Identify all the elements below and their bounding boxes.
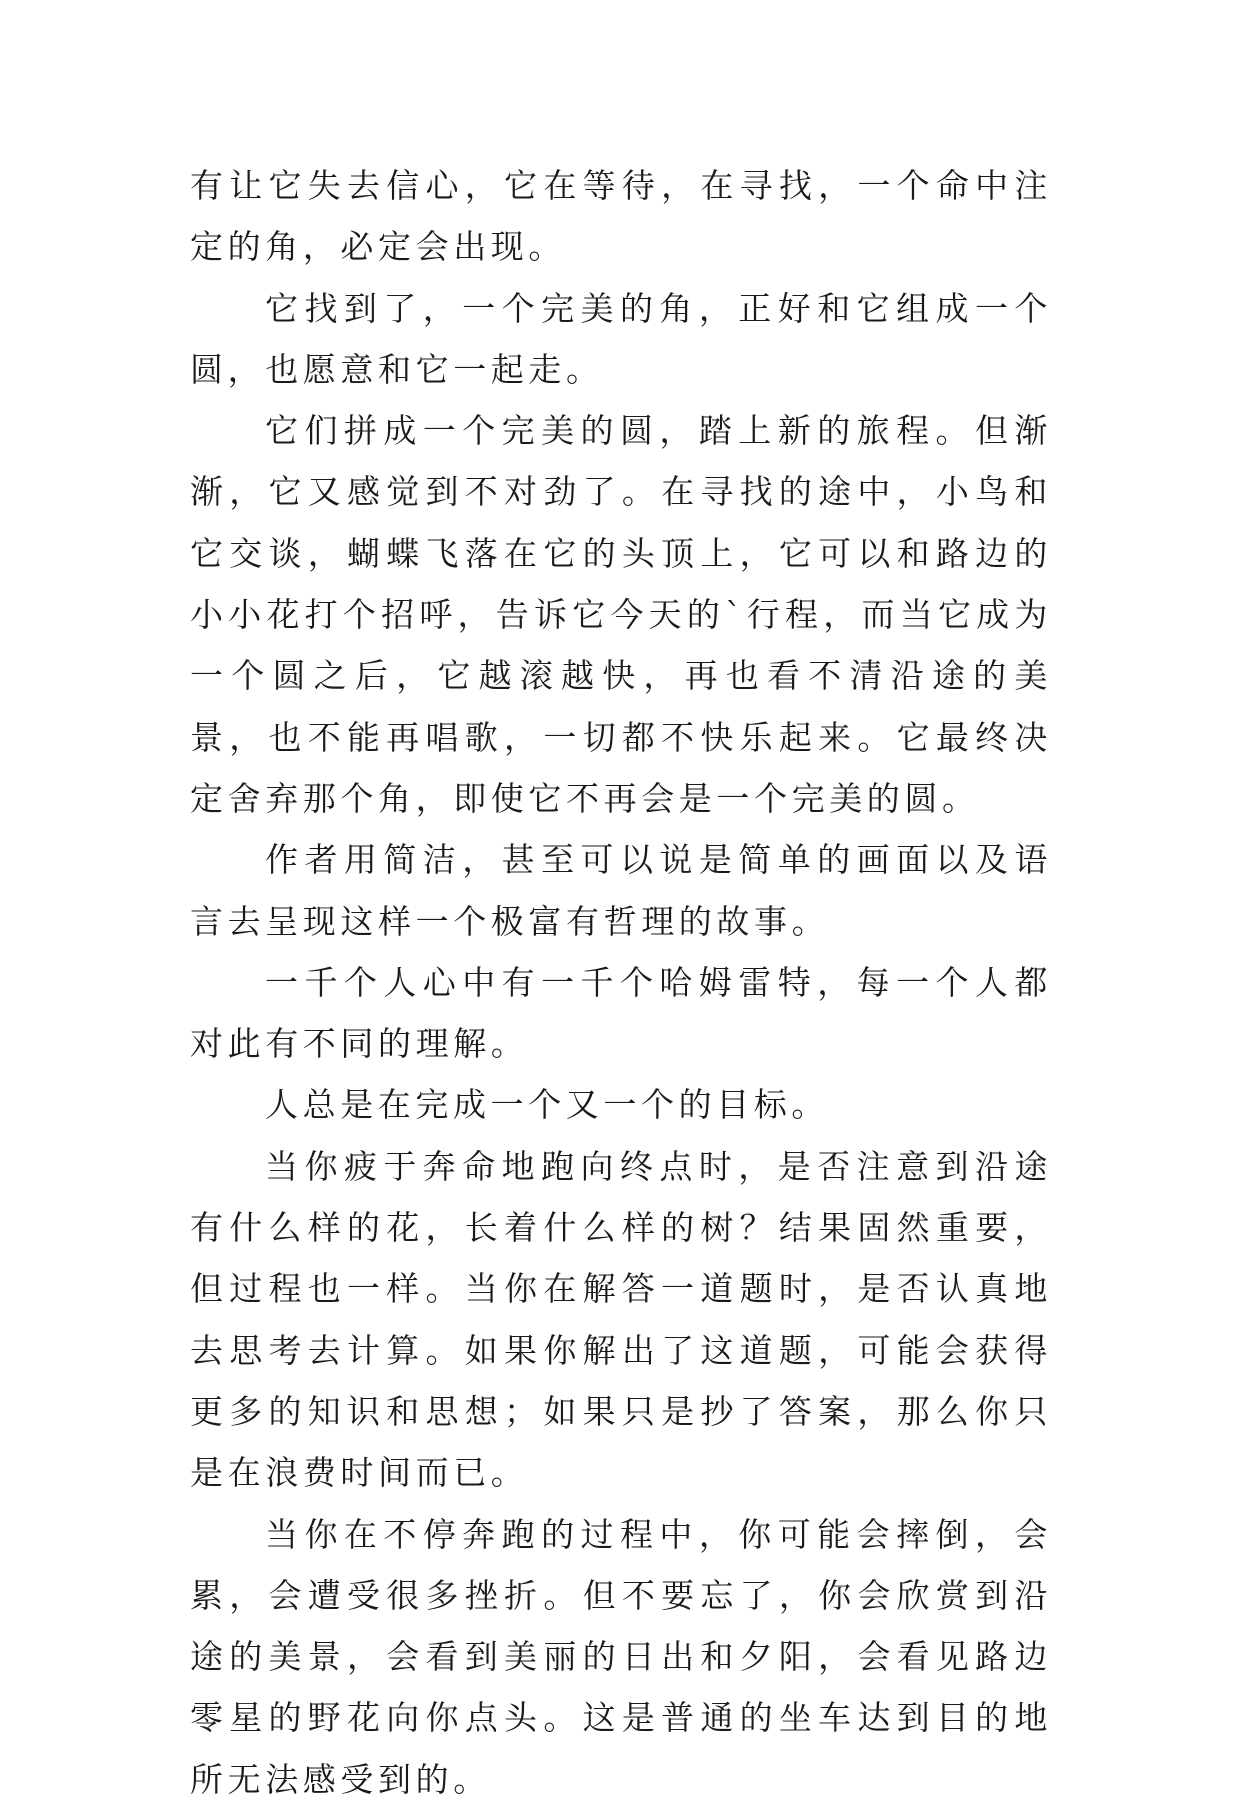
paragraph: 作者用简洁，甚至可以说是简单的画面以及语言去呈现这样一个极富有哲理的故事。 — [190, 840, 1052, 941]
paragraph: 当你在不停奔跑的过程中，你可能会摔倒，会累，会遭受很多挫折。但不要忘了，你会欣赏到沿途的美景，会看到美丽的日出和夕阳，会看见路边零星的野花向你点头。这是普通的坐车达到目的地所无法感受到的。 — [190, 1514, 1052, 1799]
paragraph: 当你疲于奔命地跑向终点时，是否注意到沿途有什么样的花，长着什么样的树？结果固然重要，但过程也一样。当你在解答一道题时，是否认真地去思考去计算。如果你解出了这道题，可能会获得更多的知识和思想；如果只是抄了答案，那么你只是在浪费时间而已。 — [190, 1146, 1052, 1493]
paragraph: 它找到了，一个完美的角，正好和它组成一个圆，也愿意和它一起走。 — [190, 288, 1052, 389]
paragraph: 人总是在完成一个又一个的目标。 — [265, 1085, 829, 1125]
paragraph: 它们拼成一个完美的圆，踏上新的旅程。但渐渐，它又感觉到不对劲了。在寻找的途中，小鸟和它交谈，蝴蝶飞落在它的头顶上，它可以和路边的小小花打个招呼，告诉它今天的`行程，而当它成为一个圆之后，它越滚越快，再也看不清沿途的美景，也不能再唱歌，一切都不快乐起来。它最终决定舍弃那个角，即使它不再会是一个完美的圆。 — [190, 411, 1052, 818]
paragraph: 一千个人心中有一千个哈姆雷特，每一个人都对此有不同的理解。 — [190, 962, 1052, 1064]
paragraph-continuation: 有让它失去信心，它在等待，在寻找，一个命中注定的角，必定会出现。 — [190, 166, 1052, 267]
document-body — [190, 155, 1052, 1810]
